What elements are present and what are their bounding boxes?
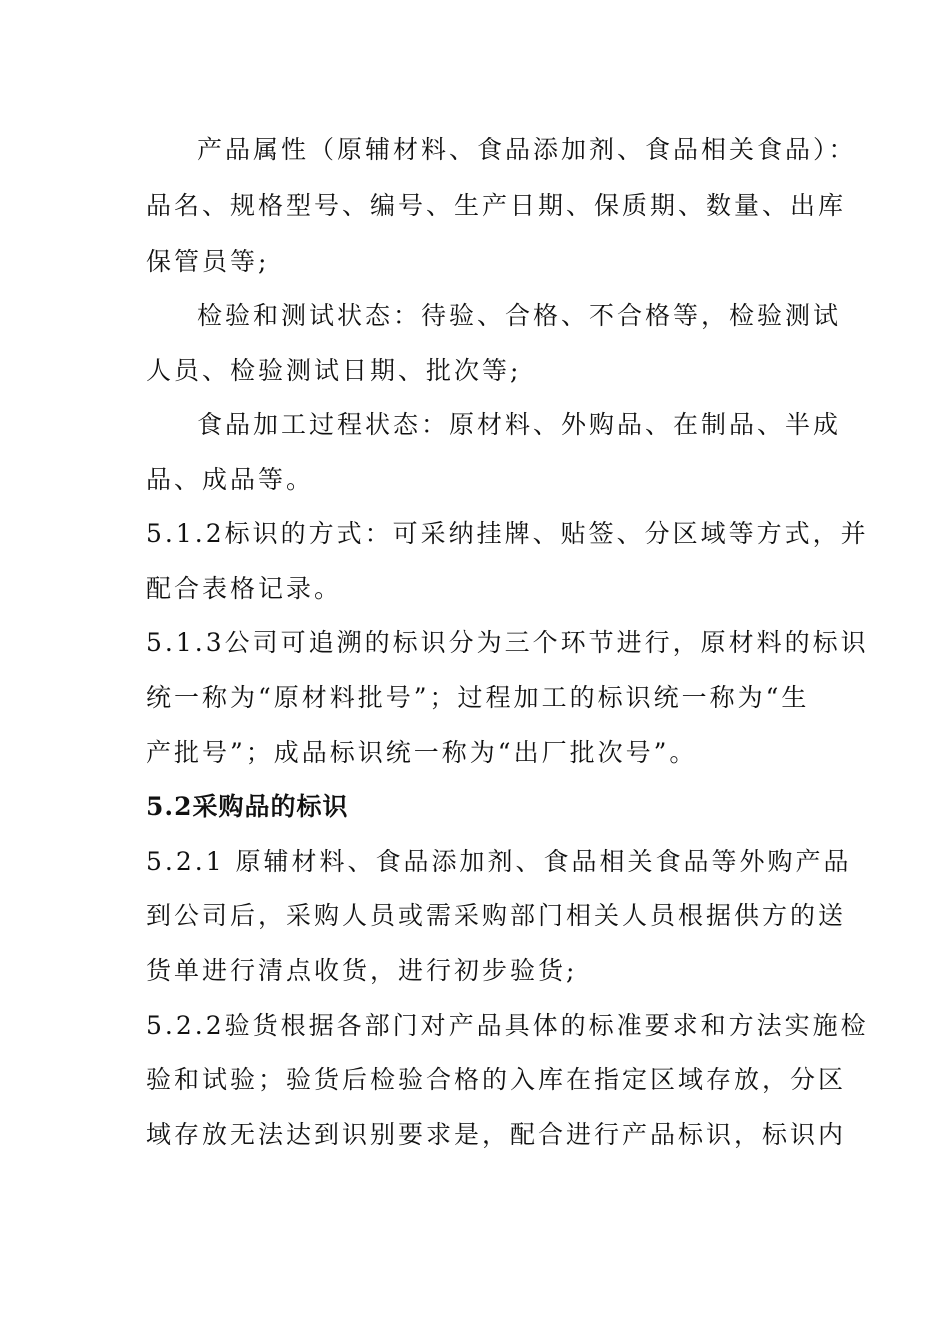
paragraph-line: 产品属性（原辅材料、食品添加剂、食品相关食品）： bbox=[197, 135, 857, 164]
paragraph-line: 5.1.3公司可追溯的标识分为三个环节进行，原材料的标识 bbox=[146, 628, 869, 657]
paragraph-line: 5.1.2标识的方式：可采纳挂牌、贴签、分区域等方式，并 bbox=[146, 519, 869, 548]
paragraph-line: 验和试验；验货后检验合格的入库在指定区域存放，分区 bbox=[146, 1065, 847, 1094]
paragraph-line: 域存放无法达到识别要求是，配合进行产品标识，标识内 bbox=[146, 1120, 847, 1149]
paragraph-line: 5.2.2验货根据各部门对产品具体的标准要求和方法实施检 bbox=[146, 1011, 869, 1040]
paragraph-line: 品、成品等。 bbox=[146, 465, 315, 494]
paragraph-line: 保管员等; bbox=[146, 247, 270, 276]
paragraph-line: 货单进行清点收货，进行初步验货; bbox=[146, 956, 578, 985]
section-heading: 5.2采购品的标识 bbox=[146, 792, 349, 821]
paragraph-line: 品名、规格型号、编号、生产日期、保质期、数量、出库 bbox=[146, 191, 847, 220]
paragraph-line: 5.2.1 原辅材料、食品添加剂、食品相关食品等外购产品 bbox=[146, 847, 852, 876]
paragraph-line: 产批号”；成品标识统一称为“出厂批次号”。 bbox=[146, 738, 698, 767]
paragraph-line: 配合表格记录。 bbox=[146, 574, 343, 603]
paragraph-line: 检验和测试状态：待验、合格、不合格等，检验测试 bbox=[197, 301, 842, 330]
paragraph-line: 到公司后，采购人员或需采购部门相关人员根据供方的送 bbox=[146, 901, 847, 930]
paragraph-line: 统一称为“原材料批号”；过程加工的标识统一称为“生 bbox=[146, 683, 810, 712]
paragraph-line: 食品加工过程状态：原材料、外购品、在制品、半成 bbox=[197, 410, 842, 439]
paragraph-line: 人员、检验测试日期、批次等; bbox=[146, 356, 522, 385]
